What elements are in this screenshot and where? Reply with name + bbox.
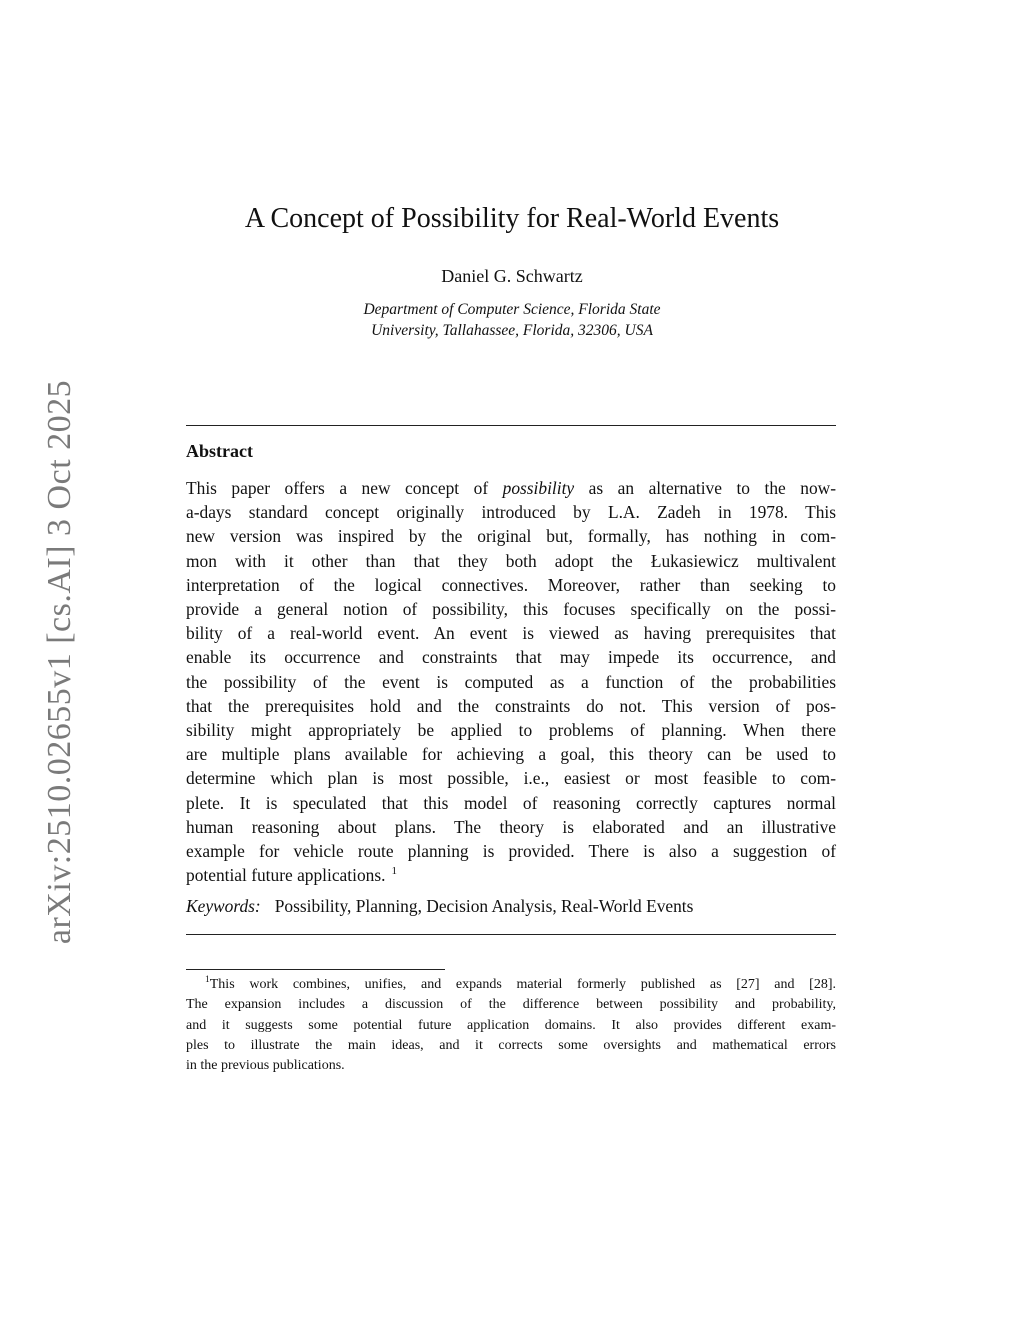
- footnote-line: and it suggests some potential future application domains. It also provides different exam-: [186, 1017, 836, 1033]
- footnote-line: ples to illustrate the main ideas, and it corrects some oversights and mathematical errors: [186, 1037, 836, 1053]
- keywords-label: Keywords:: [186, 896, 261, 916]
- footnote: [186, 975, 836, 1076]
- abstract-top-rule: [186, 425, 836, 426]
- abstract-heading: Abstract: [186, 441, 253, 461]
- abstract-line: This paper offers a new concept of possibility as an alternative to the now-: [186, 478, 836, 498]
- abstract-line: plete. It is speculated that this model of reasoning correctly captures normal: [186, 792, 836, 813]
- abstract-bottom-rule: [186, 934, 836, 935]
- abstract-line: bility of a real-world event. An event is viewed as having prerequisites that: [186, 623, 836, 644]
- footnote-line: in the previous publications.: [186, 1058, 345, 1074]
- affiliation-line: University, Tallahassee, Florida, 32306, USA: [371, 322, 653, 339]
- abstract-line: interpretation of the logical connectives. Moreover, rather than seeking to: [186, 574, 836, 595]
- keywords: [186, 896, 836, 917]
- abstract-line: determine which plan is most possible, i.e., easiest or most feasible to com-: [186, 768, 836, 789]
- abstract-line: human reasoning about plans. The theory is elaborated and an illustrative: [186, 816, 836, 837]
- footnote-rule: [186, 969, 445, 970]
- abstract-line: new version was inspired by the original but, formally, has nothing in com-: [186, 526, 836, 547]
- footnote-line: $^1$This work combines, unifies, and expands material formerly published as [27] and [28].: [205, 975, 836, 992]
- abstract-line: enable its occurrence and constraints that may impede its occurrence, and: [186, 647, 836, 668]
- abstract-line: provide a general notion of possibility, this focuses specifically on the possi-: [186, 599, 836, 620]
- abstract-body: [186, 476, 836, 887]
- emphasis-possibility: possibility: [502, 478, 575, 498]
- abstract-line: the possibility of the event is computed as a function of the probabilities: [186, 671, 836, 692]
- abstract-line: sibility might appropriately be applied to problems of planning. When there: [186, 720, 836, 741]
- abstract-line: example for vehicle route planning is provided. There is also a suggestion of: [186, 841, 836, 862]
- abstract-line: that the prerequisites hold and the constraints do not. This version of pos-: [186, 695, 836, 716]
- footnote-reference[interactable]: 1: [391, 865, 397, 878]
- keywords-list: Possibility, Planning, Decision Analysis, Real-World Events: [274, 896, 694, 916]
- footnote-line: The expansion includes a discussion of the difference between possibility and probability,: [186, 997, 836, 1013]
- paper-title: A Concept of Possibility for Real-World Events: [244, 203, 780, 234]
- abstract-line: are multiple plans available for achieving a goal, this theory can be used to: [186, 744, 836, 765]
- abstract-line: potential future applications. $^1$: [186, 865, 397, 886]
- abstract-line: a-days standard concept originally introduced by L.A. Zadeh in 1978. This: [186, 502, 836, 523]
- abstract-line: mon with it other than that they both adopt the Łukasiewicz multivalent: [186, 550, 836, 571]
- author-affiliation: [0, 299, 1024, 341]
- arxiv-identifier-stamp[interactable]: arXiv:2510.02655v1 [cs.AI] 3 Oct 2025: [41, 379, 78, 945]
- footnote-mark: 1: [205, 975, 210, 986]
- author-name: Daniel G. Schwartz: [441, 266, 583, 286]
- affiliation-line: Department of Computer Science, Florida State: [363, 301, 661, 318]
